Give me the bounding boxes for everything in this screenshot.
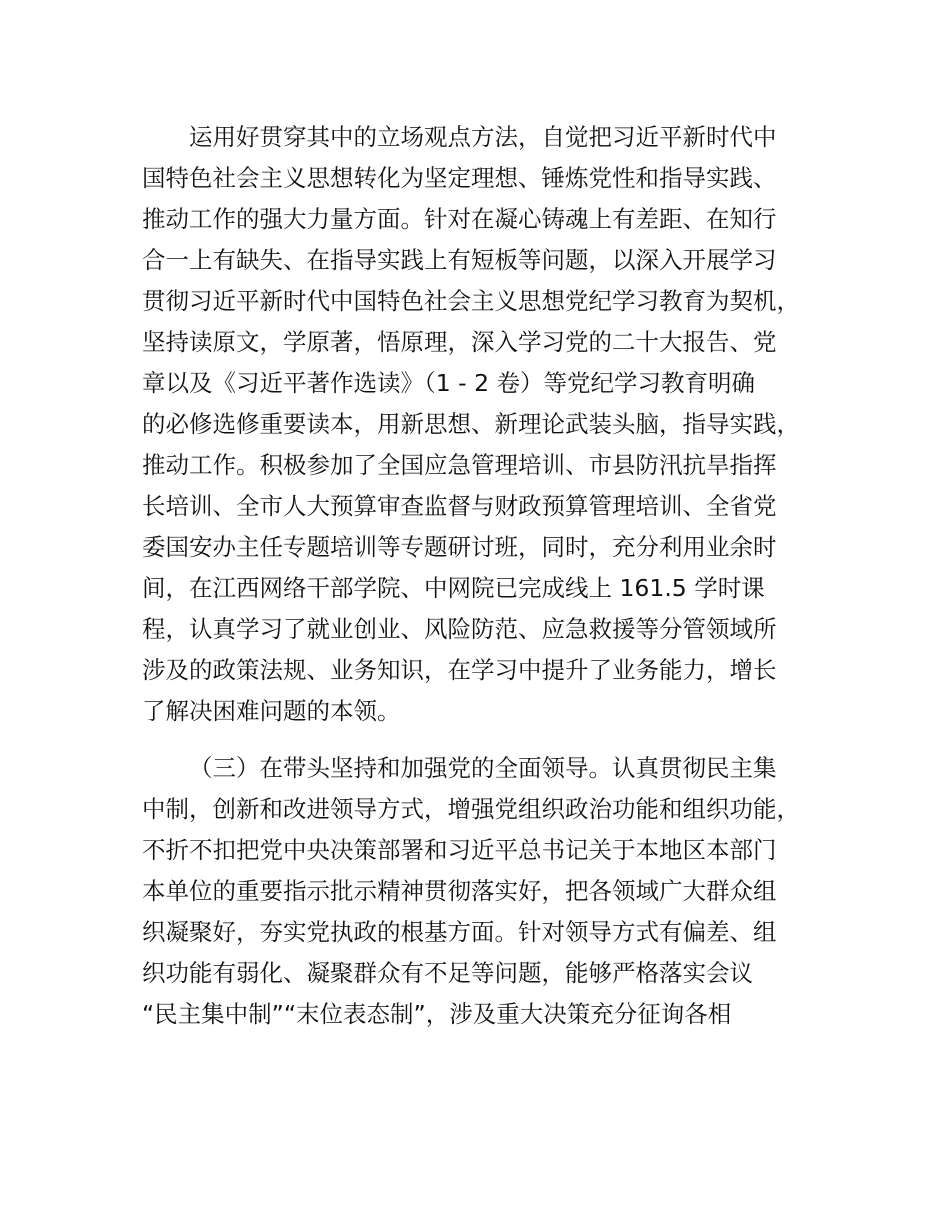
text-line: 贯彻习近平新时代中国特色社会主义思想党纪学习教育为契机， [142, 287, 800, 315]
text-line: “民主集中制”“末位表态制”，涉及重大决策充分征询各相 [142, 1000, 732, 1028]
text-line: 了解决困难问题的本领。 [142, 697, 401, 725]
text-line: 运用好贯穿其中的立场观点方法，自觉把习近平新时代中 [189, 123, 777, 151]
text-line: 推动工作。积极参加了全国应急管理培训、市县防汛抗旱指挥 [142, 451, 777, 479]
text-line: 不折不扣把党中央决策部署和习近平总书记关于本地区本部门 [142, 836, 777, 864]
text-line: 委国安办主任专题培训等专题研讨班，同时，充分利用业余时 [142, 533, 777, 561]
text-line: 中制，创新和改进领导方式，增强党组织政治功能和组织功能， [142, 795, 800, 823]
text-line: 国特色社会主义思想转化为坚定理想、锤炼党性和指导实践、 [142, 164, 777, 192]
text-line: 涉及的政策法规、业务知识，在学习中提升了业务能力，增长 [142, 656, 777, 684]
text-line: 长培训、全市人大预算审查监督与财政预算管理培训、全省党 [142, 492, 777, 520]
text-line: 坚持读原文，学原著，悟原理，深入学习党的二十大报告、党 [142, 328, 777, 356]
text-line: 合一上有缺失、在指导实践上有短板等问题，以深入开展学习 [142, 246, 777, 274]
text-line: 推动工作的强大力量方面。针对在凝心铸魂上有差距、在知行 [142, 205, 777, 233]
text-line: 织凝聚好，夯实党执政的根基方面。针对领导方式有偏差、组 [142, 918, 777, 946]
text-line: （三）在带头坚持和加强党的全面领导。认真贯彻民主集 [189, 754, 777, 782]
text-line: 本单位的重要指示批示精神贯彻落实好，把各领域广大群众组 [142, 877, 777, 905]
text-line: 程，认真学习了就业创业、风险防范、应急救援等分管领域所 [142, 615, 777, 643]
text-line: 织功能有弱化、凝聚群众有不足等问题，能够严格落实会议 [142, 959, 753, 987]
text-line: 章以及《习近平著作选读》（1 - 2 卷）等党纪学习教育明确 [142, 369, 756, 397]
text-line: 间，在江西网络干部学院、中网院已完成线上 161.5 学时课 [142, 574, 765, 602]
text-line: 的必修选修重要读本，用新思想、新理论武装头脑，指导实践， [142, 410, 800, 438]
